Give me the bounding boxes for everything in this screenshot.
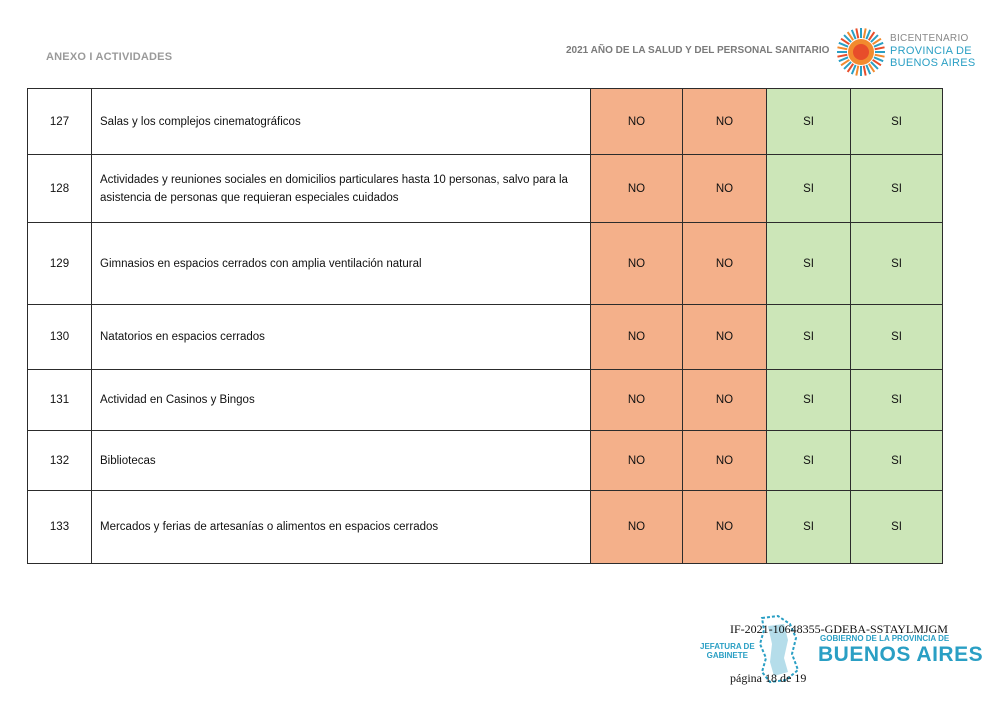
phase-cell-3: SI xyxy=(767,89,851,155)
row-number: 128 xyxy=(28,155,92,223)
logo-line-3: BUENOS AIRES xyxy=(890,57,976,69)
activities-table xyxy=(27,88,943,564)
activity-description: Salas y los complejos cinematográficos xyxy=(92,89,591,155)
phase-cell-3: SI xyxy=(767,491,851,564)
table-row xyxy=(28,155,943,223)
phase-cell-2: NO xyxy=(683,431,767,491)
phase-cell-2: NO xyxy=(683,370,767,431)
document-id: IF-2021-10648355-GDEBA-SSTAYLMJGM xyxy=(730,622,948,636)
phase-cell-2: NO xyxy=(683,491,767,564)
phase-cell-2: NO xyxy=(683,155,767,223)
phase-cell-1: NO xyxy=(591,431,683,491)
activity-description: Natatorios en espacios cerrados xyxy=(92,305,591,370)
section-title: ANEXO I ACTIVIDADES xyxy=(46,51,173,63)
phase-cell-4: SI xyxy=(851,305,943,370)
phase-cell-4: SI xyxy=(851,223,943,305)
phase-cell-4: SI xyxy=(851,155,943,223)
activity-description: Actividad en Casinos y Bingos xyxy=(92,370,591,431)
year-motto: 2021 AÑO DE LA SALUD Y DEL PERSONAL SANITARIO xyxy=(566,45,830,56)
table-row xyxy=(28,491,943,564)
logo-line-1: BICENTENARIO xyxy=(890,33,969,44)
row-number: 132 xyxy=(28,431,92,491)
row-number: 127 xyxy=(28,89,92,155)
phase-cell-3: SI xyxy=(767,305,851,370)
phase-cell-4: SI xyxy=(851,89,943,155)
gobierno-line: GOBIERNO DE LA PROVINCIA DE xyxy=(820,634,950,643)
phase-cell-1: NO xyxy=(591,305,683,370)
bicentenario-logo-text xyxy=(890,33,976,69)
table-row xyxy=(28,89,943,155)
jefatura-line-1: JEFATURA DE xyxy=(700,642,755,651)
activity-description: Actividades y reuniones sociales en domicilios particulares hasta 10 personas, salvo para la asistencia de personas que requieran especiales cuidados xyxy=(92,155,591,223)
phase-cell-3: SI xyxy=(767,155,851,223)
phase-cell-4: SI xyxy=(851,491,943,564)
table-row xyxy=(28,223,943,305)
activity-description: Gimnasios en espacios cerrados con amplia ventilación natural xyxy=(92,223,591,305)
phase-cell-3: SI xyxy=(767,223,851,305)
row-number: 129 xyxy=(28,223,92,305)
phase-cell-1: NO xyxy=(591,370,683,431)
logo-line-2: PROVINCIA DE xyxy=(890,45,972,57)
phase-cell-1: NO xyxy=(591,223,683,305)
phase-cell-1: NO xyxy=(591,89,683,155)
row-number: 133 xyxy=(28,491,92,564)
activity-description: Mercados y ferias de artesanías o alimentos en espacios cerrados xyxy=(92,491,591,564)
jefatura-line-2: GABINETE xyxy=(706,651,748,660)
phase-cell-3: SI xyxy=(767,431,851,491)
phase-cell-1: NO xyxy=(591,491,683,564)
table-row xyxy=(28,305,943,370)
page-number: página 18 de 19 xyxy=(730,671,807,685)
phase-cell-4: SI xyxy=(851,370,943,431)
buenos-aires-wordmark: BUENOS AIRES xyxy=(818,643,984,666)
table-row xyxy=(28,431,943,491)
row-number: 131 xyxy=(28,370,92,431)
phase-cell-2: NO xyxy=(683,223,767,305)
jefatura-logo-text xyxy=(700,642,755,660)
row-number: 130 xyxy=(28,305,92,370)
bicentenario-sun-logo-icon xyxy=(836,27,886,77)
phase-cell-2: NO xyxy=(683,305,767,370)
phase-cell-2: NO xyxy=(683,89,767,155)
phase-cell-1: NO xyxy=(591,155,683,223)
phase-cell-4: SI xyxy=(851,431,943,491)
table-row xyxy=(28,370,943,431)
phase-cell-3: SI xyxy=(767,370,851,431)
activity-description: Bibliotecas xyxy=(92,431,591,491)
